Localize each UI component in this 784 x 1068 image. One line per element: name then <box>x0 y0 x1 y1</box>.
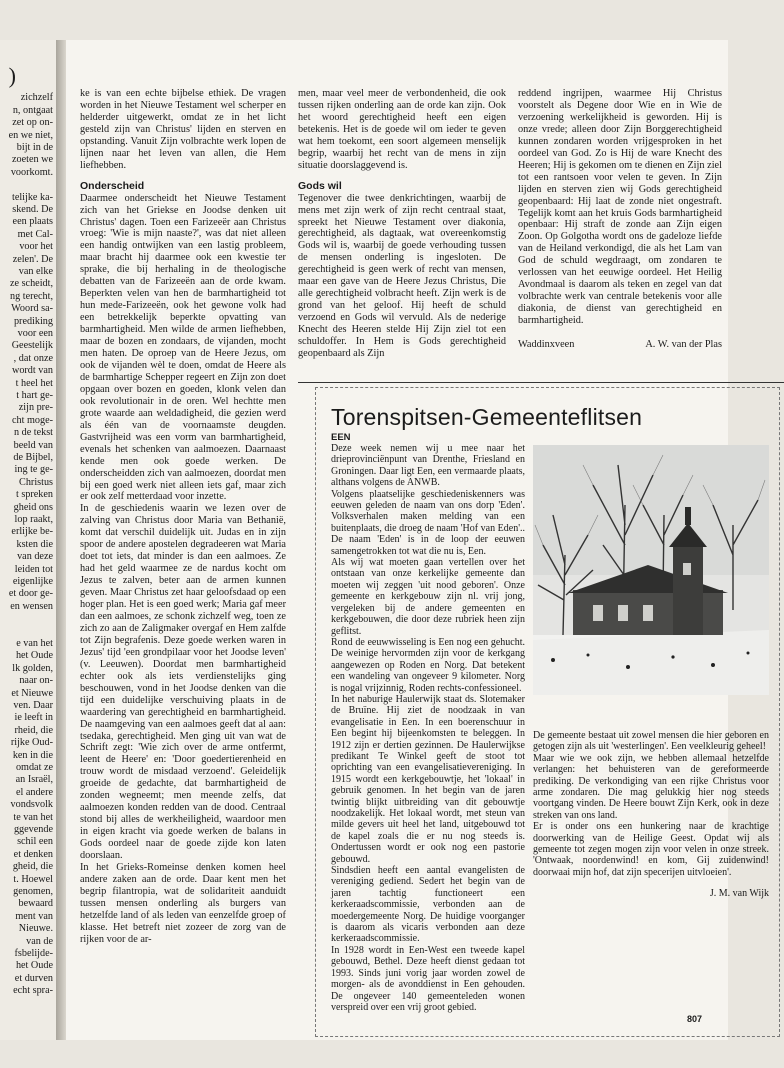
left-page-line: rheid, die <box>14 724 53 736</box>
signature-place: Waddinxveen <box>518 339 575 351</box>
section-heading: Gods wil <box>298 179 342 192</box>
left-page-line: ie leeft in <box>14 712 53 724</box>
left-page-line: t heel het <box>15 377 53 389</box>
left-page-line: lk golden, <box>12 662 53 674</box>
left-page-line: voorkomt. <box>10 166 53 178</box>
flitsen-author: J. M. van Wijk <box>709 888 769 900</box>
article-column-2 <box>298 88 506 360</box>
paragraph: In de geschiedenis waarin we lezen over de zalving van Christus door Maria van Bethanië, komt dat verschil duidelijk uit. Judas en in zijn spoor de andere apostelen degradeeren wat Maria doet tot iets, dat minder is dan een aalmoes. Ze had het geld waarmee ze de nardus kocht om Jezus te zalven, beter aan de armen kunnen geven. Maar Christus zet haar geloofsdaad op een hoger plan. Het is een goed werk; Maria gaf meer dan een aalmoes, ze schonk zichzelf weg, toen ze zich zo aan de Zaligmaker overgaf en Hem zalfde tot Zijn begrafenis. Deze goede werken waren in Jezus' tijd 'een grondpilaar voor het Joodse leven' (v. Leeuwen). Doordat men barmhartigheid echter ook als iets verdienstelijks ging beschouwen, vond in het Joodse denken van die tijd een duidelijke verschuiving plaats in de waardering van gerechtigheid en barmhartigheid. De naamgeving van een aalmoes geeft dat al aan: tsedaka, gerechtigheid. Men ging uit van wat de Schrift zegt: 'Wie zich over de arme ontfermt, leent de Heere' en: 'Door goedertierenheid en trouw wordt de misdaad verzoend'. Geleidelijk groeide de gedachte, dat barmhartigheid de zonden wegneemt; men meende zelfs, dat aalmoezen konden redden van de dood. Centraal stond bij alles de werkheiligheid, waardoor men in eigen kracht via goede werken de balans in Gods oordeel naar de goede zijde kon laten doorslaan. <box>80 503 286 862</box>
magazine-page <box>66 40 769 1040</box>
left-page-line: prediking <box>13 315 53 327</box>
left-page-line: voor een <box>17 328 53 339</box>
left-page-line: zet op on- <box>12 117 53 129</box>
church-photo <box>533 445 769 695</box>
left-page-line: van de <box>26 935 53 947</box>
left-page-line: zelen'. De <box>12 253 53 265</box>
left-page-line: n, ontgaat <box>12 104 53 116</box>
left-page-line: ggevende <box>13 824 53 835</box>
left-page-line: naar on- <box>19 675 53 687</box>
left-page-line: telijke ka- <box>11 191 53 203</box>
flitsen-paragraph: In het naburige Haulerwijk staat ds. Slotemaker de Bruïne. Hij ziet de noodzaak in van evangelisatie in Een. In een boerenschuur in Een begint hij bijeenkomsten te beleggen. In 1912 zijn er dertien gezinnen. De Haulerwijkse predikant Te Winkel geeft de stoot tot oprichting van een evangelisatievereniging. In 1915 wordt een kerkgebouwtje, het 'lokaal' in gebruik genomen. In het begin van de jaren twintig blijkt uitbreiding van dit gebouwtje noodzakelijk. Het lokaal wordt, met steun van milde gevers uit heel het land, uitgebouwd tot de kapel zoals die er nu nog steeds is. Ondertussen wordt er ook nog een pastorie gebouwd. <box>331 693 525 865</box>
church-illustration <box>533 445 769 695</box>
flitsen-paragraph: Er is onder ons een hunkering naar de krachtige doorwerking van de Heilige Geest. Opdat wij als gemeente tot zegen mogen zijn voor velen in onze streek. 'Ontwaak, noordenwind! en kom, Gij zuidenwind! doorwaai mijn hof, dat zijn specerijen uitvloeien'. <box>533 821 769 878</box>
left-page-line: erlijke be- <box>11 526 53 538</box>
flitsen-paragraph: De gemeente bestaat uit zowel mensen die hier geboren en getogen zijn als uit 'westerlingen'. Een veelkleurig geheel! <box>533 730 769 753</box>
left-page-line: te van het <box>13 811 53 823</box>
left-page-line: met Cal- <box>17 228 53 240</box>
left-page-line: Woord sa- <box>11 303 53 315</box>
paragraph: reddend ingrijpen, waarmee Hij Christus voorstelt als Degene door Wie en in Wie de verzoening werkelijkheid is geworden. Hij is onze vrede; alleen door Zijn Borggerechtigheid kunnen zondaren worden vrijgesproken in het oordeel van God. Zo is Hij de ware Knecht des Heeren; Hij is gekomen om te dienen en Zijn ziel tot een rantsoen voor velen te geven. In Zijn lijden en sterven zien wij Gods gerechtigheid geopenbaard: Hij laat de zonde niet ongestraft. Tegelijk komt aan het kruis Gods barmhartigheid openbaar: Hij straft de zonde aan Zijn eigen Zoon. Op Golgotha wordt ons de gadeloze liefde van de Heiland verkondigd, die als het Lam van God de schuld wegdraagt, om zondaren te verlossen van het eeuwige oordeel. Het Heilig Avondmaal is daarom als teken en zegel van dat volbrachte werk van centrale betekenis voor alle diakonia, de dienst van gerechtigheid en barmhartigheid. <box>518 88 722 327</box>
paragraph: In het Grieks-Romeinse denken komen heel andere zaken aan de orde. Daar kent men het begrip filantropia, wat de solidariteit aanduidt tussen mensen onderling als burgers van hetzelfde land of als leden van eenzelfde groep of klasse. Het betreft niet zozeer de zorg van de rijken voor de ar- <box>80 862 286 945</box>
left-page-line: schil een <box>17 836 53 848</box>
left-page-line: bijt in de <box>16 142 53 153</box>
left-page-line: t. Hoewel <box>13 873 53 885</box>
left-page-line: van elke <box>18 266 53 277</box>
left-page-line: Nieuwe. <box>18 923 53 935</box>
left-page-line: et door ge- <box>8 588 53 600</box>
left-page-line: ven. Daar <box>13 700 53 711</box>
paragraph: men, maar veel meer de verbondenheid, die ook tussen rijken onderling aan de orde kan zijn. Ook het woord gerechtigheid heeft een eigen betekenis. Het is de goede wil om ieder te geven wat hem toekomt, een soort algemeen menselijk begrip, waarbij het recht van de mens in zijn situatie doorslaggevend is. <box>298 88 506 171</box>
left-page-line: ken in die <box>12 749 53 761</box>
flitsen-paragraph: In 1928 wordt in Een-West een tweede kapel gebouwd, Bethel. Deze heeft dienst gedaan tot 1993. Sinds juni vorig jaar worden zowel de morgen- als de avonddienst in Een gehouden. De ongeveer 140 gemeenteleden wonen verspreid over een vrij groot gebied. <box>331 944 525 1013</box>
left-page-line: e van het <box>16 638 53 649</box>
left-page-line: zoeten we <box>11 154 53 166</box>
left-page-line: Geestelijk <box>11 340 53 352</box>
left-page-line: el andere <box>15 786 53 798</box>
left-page-line: t hart ge- <box>16 390 53 401</box>
left-page-line: ksten die <box>16 538 53 550</box>
flitsen-right-column <box>533 730 769 900</box>
article-signature <box>518 339 722 351</box>
left-page-line: eigenlijke <box>12 576 53 587</box>
page-gutter <box>56 40 66 1040</box>
left-page-line: vondsvolk <box>10 799 53 811</box>
left-page-line: Christus <box>19 476 53 488</box>
flitsen-paragraph: Als wij wat moeten gaan vertellen over het ontstaan van onze kerkelijke gemeente dan moeten wij zeggen 'uit nood geboren'. Onze gemeente en kerkgebouw zijn nl. vrij jong, vergeleken bij de andere gemeenten en kerkgebouwen, die door deze rubriek heen zijn geflitst. <box>331 557 525 637</box>
left-page-line: gheid, die <box>12 861 53 873</box>
flitsen-paragraph: Volgens plaatselijke geschiedeniskenners was eeuwen geleden de naam van ons dorp 'Eden'. Volksverhalen maken melding van een buitenplaats, die droeg de naam 'Hof van Eden'.. De naam 'Eden' is in de loop der eeuwen samengetrokken tot wat die nu is, Een. <box>331 488 525 557</box>
left-page-line: zijn pre- <box>18 402 53 414</box>
horizontal-rule <box>298 382 784 383</box>
left-page-line: ze scheidt, <box>10 278 53 290</box>
flitsen-paragraph: Maar wie we ook zijn, we hebben allemaal hetzelfde verlangen: het behuisteren van de gereformeerde prediking. De verkondiging van een rijke Christus voor arme zondaren. Die mag gelukkig hier nog steeds voortgang vinden. De Heere bouwt Zijn Kerk, ook in deze streken van ons land. <box>533 752 769 821</box>
signature-author: A. W. van der Plas <box>645 339 722 351</box>
left-page-line: een plaats <box>12 216 53 228</box>
left-page-line: t spreken <box>15 489 53 501</box>
paragraph: Tegenover die twee denkrichtingen, waarbij de mens met zijn werk of zijn recht centraal staat, spreekt het Nieuwe Testament over diakonia, gerechtigheid, als dagtaak, wat overeenkomstig Gods wil is, waarbij de goede verhouding tussen de mensen onderling is ingesloten. De gerechtigheid is geen werk of recht van mensen, maar een gave van de Heere Jezus Christus, Die alle gerechtigheid volbracht heeft. Zijn werk is de grond van het geloof. Hij heeft de schuld verzoend en Gods wil vervuld. Als de nederige Knecht des Heeren stelde Hij Zijn ziel tot een schuldoffer. In Hem is Gods gerechtigheid geopenbaard als Zijn <box>298 192 506 360</box>
left-page-line: n de tekst <box>13 427 53 439</box>
flitsen-left-column <box>331 443 525 1013</box>
flitsen-paragraph: Deze week nemen wij u mee naar het drieprovinciënpunt van Drenthe, Friesland en Groningen. Daar ligt Een, een vermaarde plaats, althans volgens de ANWB. <box>331 443 525 489</box>
left-page-line: fsbelijde- <box>14 948 53 959</box>
page-number: 807 <box>687 1014 703 1024</box>
left-page-line: rijke Oud- <box>10 737 53 749</box>
left-page-line: gheid ons <box>13 501 53 513</box>
article-column-1 <box>80 88 286 946</box>
left-page-line: beeld van <box>13 439 53 451</box>
left-page-line: echt spra- <box>13 985 53 997</box>
left-page-line: wordt van <box>11 365 53 377</box>
left-page-line: lop raakt, <box>14 514 53 525</box>
left-page-line: cht moge- <box>11 414 53 426</box>
left-page-fragment <box>0 40 57 1040</box>
flitsen-title: Torenspitsen-Gemeenteflitsen <box>331 404 643 430</box>
flitsen-paragraph: Rond de eeuwwisseling is Een nog een gehucht. De weinige hervormden zijn voor de kerkgang aangewezen op Roden en Norg. Dat betekent een wandeling van ongeveer 9 kilometer. Norg is nogal vrijzinnig, Roden rechts-confessioneel. <box>331 636 525 694</box>
left-page-line: , dat onze <box>13 352 53 364</box>
flitsen-right-text <box>533 730 769 878</box>
left-page-line: et denken <box>13 848 53 860</box>
left-page-line: van deze <box>17 551 53 563</box>
left-page-line: het Oude <box>15 960 53 972</box>
left-page-line: bewaard <box>18 898 53 910</box>
paragraph: Daarmee onderscheidt het Nieuwe Testament zich van het Griekse en Joodse denken uit Christus' dagen. Toen een Farizeeër aan Christus vroeg: 'Wie is mijn naaste?', was dat niet alleen een handig ontwijken van een lastig probleem, maar bracht hij daarmee ook een kwestie ter sprake, die bij herhaling in de theologische debatten van de Farizeeën aan de orde kwam. Beperkten velen van hen de barmhartigheid tot hun mede-Farizeeën, ook het gewone volk had een betrekkelijk beperkte opvatting van barmhartigheid. Men wilde de armen liefhebben, maar de bozen en zondaars, de vijanden, mocht men haten. De oproep van de Heere Jezus, om ook de vijanden wèl te doen, omdat de Heere als de barmhartige Schepper regeert en Zijn zon doet opgaan over bozen en goeden, klonk velen dan ook revolutionair in de oren. Wel hechtte men grote waarde aan weldadigheid, die gezien werd als één van de voornaamste deugden. Gastvrijheid was een vorm van barmhartigheid, evenals het schenken van aalmoezen. Daarnaast kende men ook goede werken. De onderscheidden zich van aalmoezen, doordat men bij een goed werk niet alleen iets gaf, maar zich er ook zelf metterdaad voor inzette. <box>80 192 286 503</box>
left-page-line: et durven <box>14 972 53 984</box>
left-page-line: leiden tot <box>14 563 53 575</box>
section-heading: Onderscheid <box>80 179 145 192</box>
article-column-3 <box>518 88 722 351</box>
flitsen-paragraph: Sindsdien heeft een aantal evangelisten de vereniging gediend. Sedert het begin van de jaren tachtig functioneert een kerkeraadscommissie, verbonden aan de moedergemeente Norg. De huidige voorganger is daarom als vicaris verbonden aan deze kerkeraadscommissie. <box>331 865 525 945</box>
paragraph: ke is van een echte bijbelse ethiek. De vragen worden in het Nieuwe Testament wel scherper en helderder uitgewerkt, omdat ze in het licht gesteld zijn van Christus' lijden en sterven en opstanding. Vanuit Zijn volbrachte werk lopen de lijnen naar het leven van allen, die Hem liefhebben. <box>80 88 286 171</box>
left-page-line: an Israël, <box>15 774 53 786</box>
left-page-line: en we niet, <box>8 129 53 141</box>
left-page-line: ) <box>8 63 16 88</box>
left-page-line: ing te ge- <box>14 464 53 476</box>
left-page-line: et Nieuwe <box>11 687 53 699</box>
left-page-line: zichzelf <box>20 92 53 104</box>
flitsen-text <box>331 443 525 1013</box>
left-page-line: de Bijbel, <box>13 452 53 463</box>
left-page-line: ng terecht, <box>10 290 53 302</box>
left-page-line: en wensen <box>10 600 53 612</box>
left-page-line: ment van <box>15 910 53 922</box>
left-page-line: skend. De <box>12 204 53 215</box>
flitsen-subtitle: EEN <box>331 432 351 443</box>
left-page-line: genomen, <box>13 886 53 897</box>
left-page-line: voor het <box>19 241 53 253</box>
left-page-line: omdat ze <box>15 762 53 773</box>
left-page-line: het Oude <box>15 650 53 662</box>
